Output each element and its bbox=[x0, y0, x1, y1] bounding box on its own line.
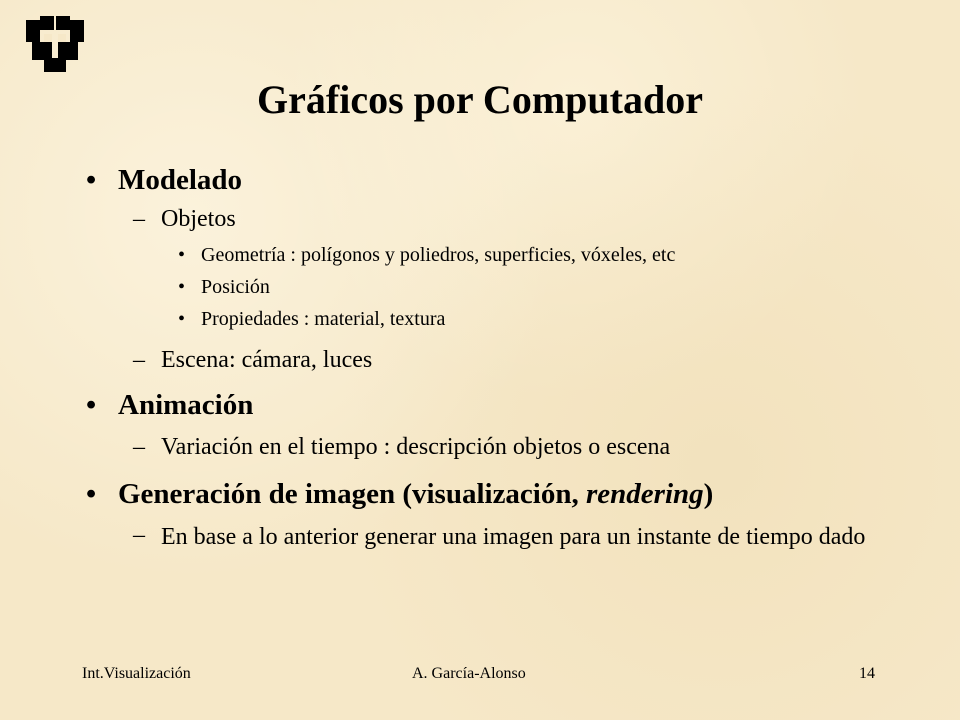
bullet-label-emphasis: rendering bbox=[586, 478, 704, 510]
bullet-label: Animación bbox=[118, 389, 254, 421]
bullet-marker: • bbox=[86, 164, 97, 196]
bullet-marker: • bbox=[86, 478, 97, 510]
sub-sub-bullet-label: Posición bbox=[201, 276, 270, 298]
bullet-label: Modelado bbox=[118, 164, 243, 196]
bullet-label bbox=[118, 477, 713, 511]
sub-bullet-label: Objetos bbox=[161, 206, 236, 232]
bullet-marker: • bbox=[178, 276, 186, 298]
dash-marker: – bbox=[133, 206, 145, 232]
slide-title: Gráficos por Computador bbox=[257, 77, 703, 122]
bullet-label-main: Generación de imagen (visualización, bbox=[118, 478, 586, 510]
dash-marker: – bbox=[133, 434, 145, 460]
sub-bullet-label: Variación en el tiempo : descripción objetos o escena bbox=[161, 434, 671, 460]
page-number: 14 bbox=[859, 665, 875, 682]
dash-marker: – bbox=[133, 522, 145, 548]
bullet-marker: • bbox=[178, 308, 186, 330]
bullet-marker: • bbox=[86, 389, 97, 421]
footer-course: Int.Visualización bbox=[82, 665, 191, 682]
sub-bullet-label: Escena: cámara, luces bbox=[161, 347, 373, 373]
bullet-label-end: ) bbox=[703, 478, 714, 510]
sub-sub-bullet-label: Geometría : polígonos y poliedros, superficies, vóxeles, etc bbox=[201, 244, 676, 266]
dash-marker: – bbox=[133, 347, 145, 373]
sub-bullet-label: En base a lo anterior generar una imagen para un instante de tiempo dado bbox=[161, 524, 866, 550]
footer-author: A. García-Alonso bbox=[412, 665, 526, 682]
sub-sub-bullet-label: Propiedades : material, textura bbox=[201, 308, 446, 330]
bullet-marker: • bbox=[178, 244, 186, 266]
